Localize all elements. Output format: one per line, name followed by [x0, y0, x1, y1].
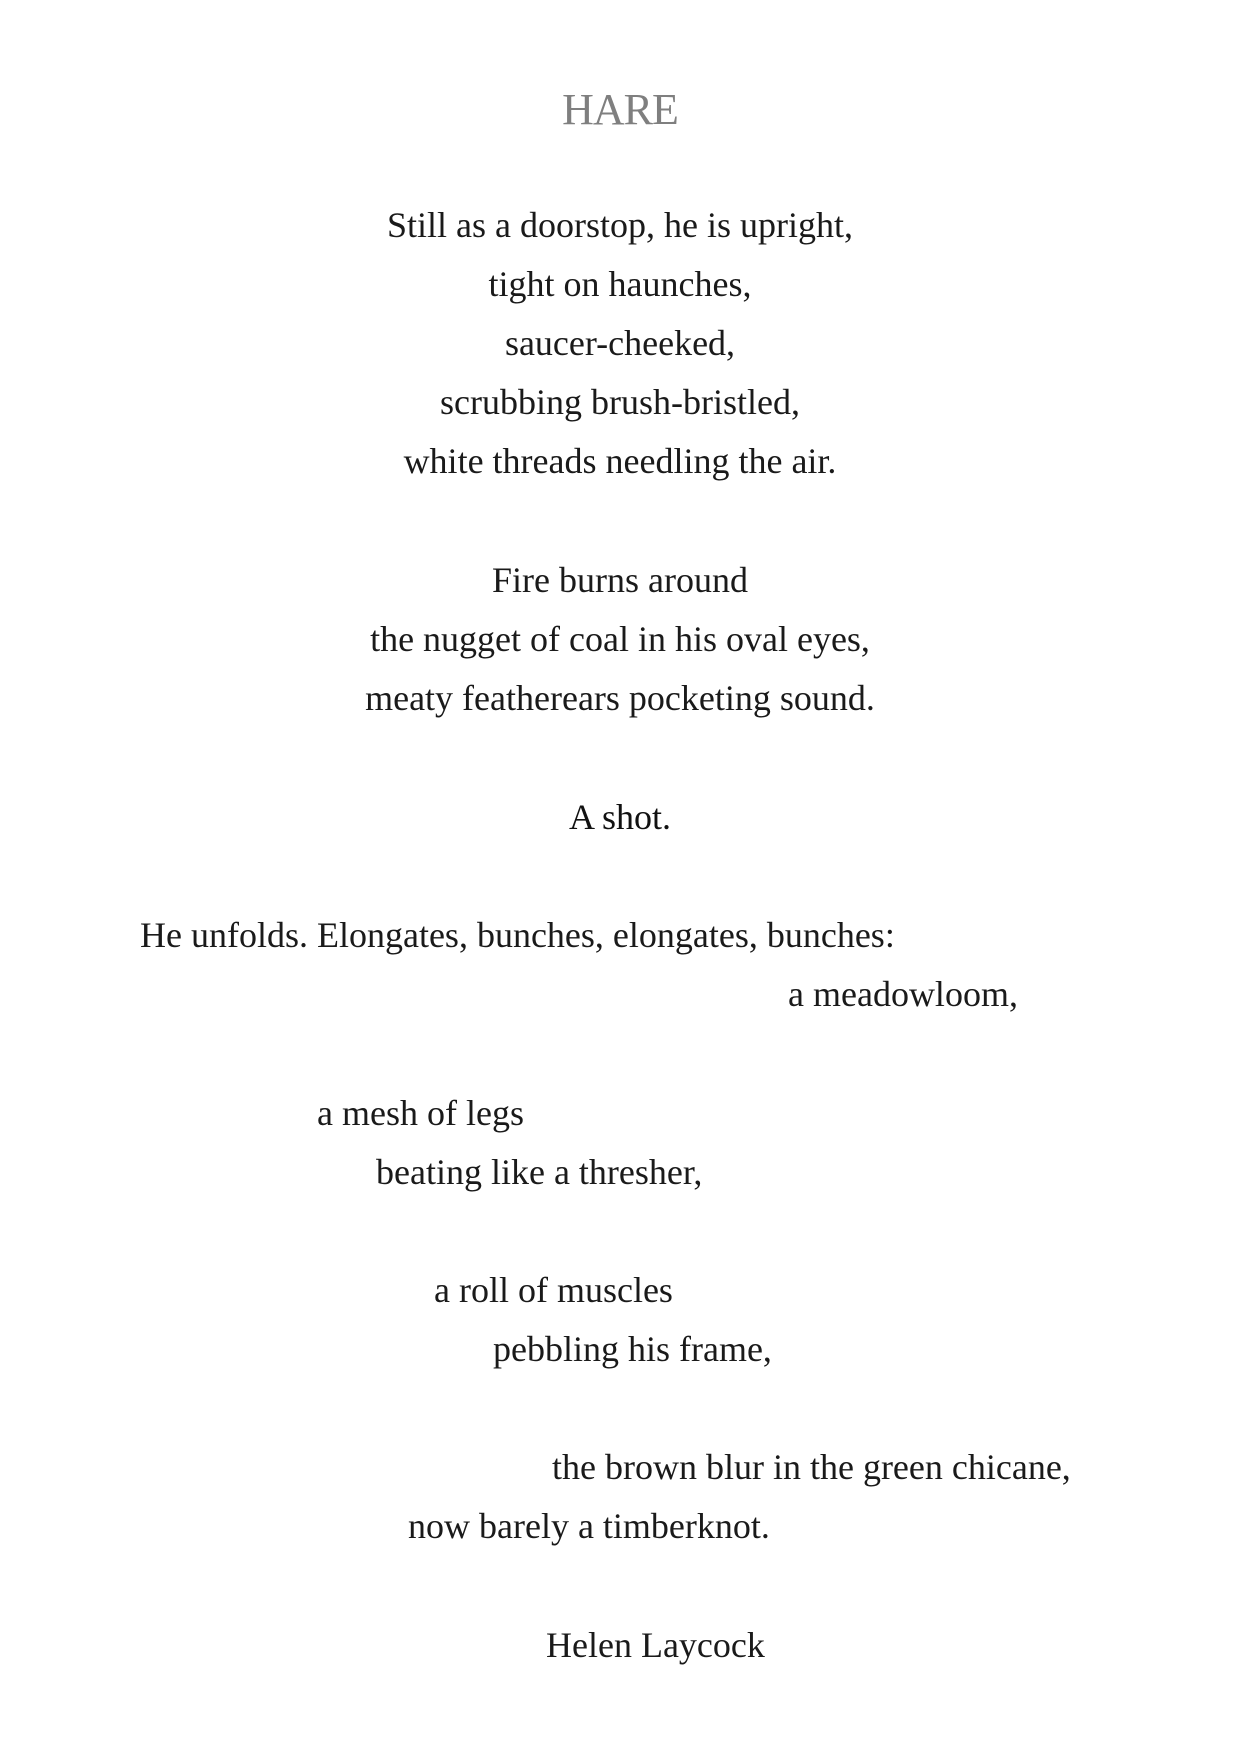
poem-line: the nugget of coal in his oval eyes, [370, 619, 870, 659]
poem-line: Fire burns around [492, 560, 748, 600]
poem-line: saucer-cheeked, [504, 323, 736, 363]
poem-line: scrubbing brush-bristled, [440, 382, 800, 422]
poem-line: Still as a doorstop, he is upright, [387, 205, 853, 245]
poem-line: meaty featherears pocketing sound. [365, 678, 875, 718]
poem-title: HARE [562, 85, 678, 134]
poem-author: Helen Laycock [546, 1625, 765, 1665]
poem-line: a meadowloom, [788, 974, 1018, 1014]
poem-line: pebbling his frame, [493, 1329, 772, 1369]
poem-line: the brown blur in the green chicane, [552, 1447, 1071, 1487]
poem-line: beating like a thresher, [376, 1152, 703, 1192]
poem-line: now barely a timberknot. [408, 1506, 770, 1546]
poem-line: a roll of muscles [434, 1270, 673, 1310]
poem-line-shot: A shot. [568, 797, 672, 837]
poem-line: a mesh of legs [317, 1093, 524, 1133]
poem-line: white threads needling the air. [403, 441, 837, 481]
poem-line: He unfolds. Elongates, bunches, elongates, bunches: [140, 915, 895, 955]
poem-line: tight on haunches, [488, 264, 752, 304]
